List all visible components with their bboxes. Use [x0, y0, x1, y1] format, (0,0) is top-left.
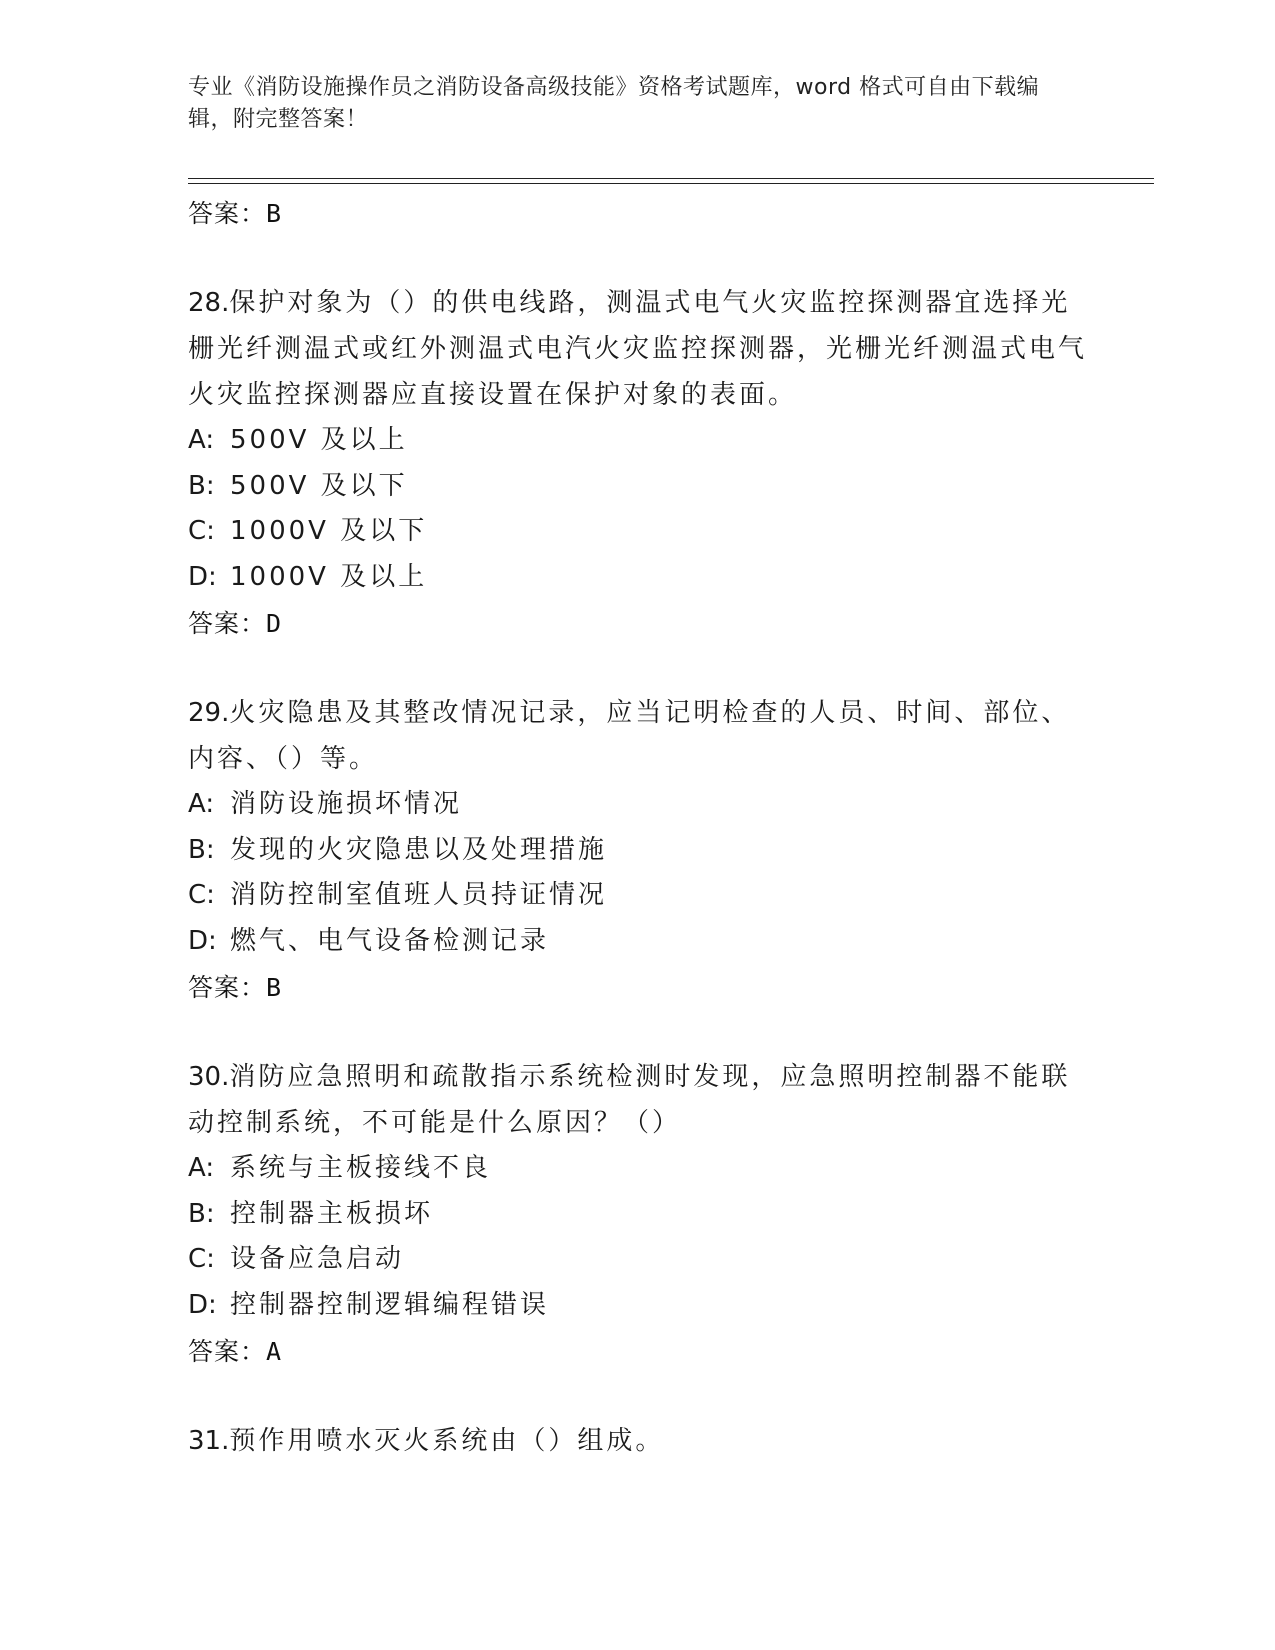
option-a — [188, 1146, 1088, 1192]
spacer — [188, 1376, 1088, 1418]
option-b — [188, 464, 1088, 510]
option-text: 系统与主板接线不良 — [230, 1153, 492, 1183]
option-key: C: — [188, 516, 215, 546]
option-key: A: — [188, 425, 215, 455]
question-29 — [188, 690, 1088, 782]
option-d — [188, 555, 1088, 601]
answer-label: 答案： — [188, 1337, 267, 1366]
header-divider — [188, 178, 1154, 179]
answer-label: 答案： — [188, 973, 267, 1002]
option-d — [188, 919, 1088, 965]
header-divider — [188, 183, 1154, 184]
option-text: 燃气、电气设备检测记录 — [230, 925, 550, 956]
option-c — [188, 1237, 1088, 1283]
option-key: B: — [188, 470, 215, 501]
question-31 — [188, 1418, 1088, 1464]
question-number: 31. — [188, 1426, 230, 1456]
question-list — [188, 190, 1088, 1464]
option-b — [188, 1192, 1088, 1238]
option-a — [188, 418, 1088, 464]
question-28 — [188, 280, 1088, 418]
option-key: C: — [188, 880, 215, 910]
option-text: 消防控制室值班人员持证情况 — [230, 880, 608, 910]
option-c — [188, 509, 1088, 555]
option-key: C: — [188, 1244, 215, 1274]
option-c — [188, 873, 1088, 919]
spacer — [188, 238, 1088, 280]
option-key: A: — [188, 789, 215, 819]
answer-label: 答案： — [188, 609, 267, 638]
page-header: 专业《消防设施操作员之消防设备高级技能》资格考试题库，word 格式可自由下载编辑，附完整答案！ — [188, 75, 1040, 132]
question-number: 30. — [188, 1062, 230, 1092]
answer-value: B — [266, 973, 283, 1002]
question-text: 火灾隐患及其整改情况记录，应当记明检查的人员、时间、部位、内容、（）等。 — [188, 698, 1071, 774]
question-text: 预作用喷水灭火系统由（）组成。 — [229, 1426, 665, 1456]
option-d — [188, 1283, 1088, 1329]
option-text: 控制器主板损坏 — [230, 1198, 434, 1229]
option-key: D: — [188, 561, 217, 592]
option-text: 1000V 及以下 — [230, 516, 428, 546]
spacer — [188, 1012, 1088, 1054]
answer-value: A — [266, 1337, 283, 1366]
question-number: 29. — [188, 698, 230, 728]
option-text: 发现的火灾隐患以及处理措施 — [230, 834, 608, 865]
option-text: 设备应急启动 — [230, 1244, 405, 1274]
spacer — [188, 648, 1088, 690]
option-key: B: — [188, 1198, 215, 1229]
question-text: 消防应急照明和疏散指示系统检测时发现，应急照明控制器不能联动控制系统，不可能是什么原因？（） — [188, 1062, 1071, 1138]
option-text: 消防设施损坏情况 — [230, 789, 463, 819]
option-text: 500V 及以上 — [230, 425, 408, 455]
option-text: 500V 及以下 — [230, 470, 408, 501]
option-key: D: — [188, 925, 217, 956]
answer-line — [188, 190, 1088, 238]
question-30 — [188, 1054, 1088, 1146]
question-number: 28. — [188, 288, 230, 318]
question-text: 保护对象为（）的供电线路，测温式电气火灾监控探测器宜选择光栅光纤测温式或红外测温式电汽火灾监控探测器，光栅光纤测温式电气火灾监控探测器应直接设置在保护对象的表面。 — [188, 288, 1088, 410]
answer-line — [188, 600, 1088, 648]
answer-value: B — [266, 199, 283, 228]
option-key: A: — [188, 1153, 215, 1183]
option-text: 1000V 及以上 — [230, 561, 428, 592]
answer-line — [188, 964, 1088, 1012]
option-key: D: — [188, 1289, 217, 1320]
option-b — [188, 828, 1088, 874]
answer-label: 答案： — [188, 199, 267, 228]
answer-value: D — [266, 609, 283, 638]
option-key: B: — [188, 834, 215, 865]
answer-line — [188, 1328, 1088, 1376]
option-text: 控制器控制逻辑编程错误 — [230, 1289, 550, 1320]
option-a — [188, 782, 1088, 828]
